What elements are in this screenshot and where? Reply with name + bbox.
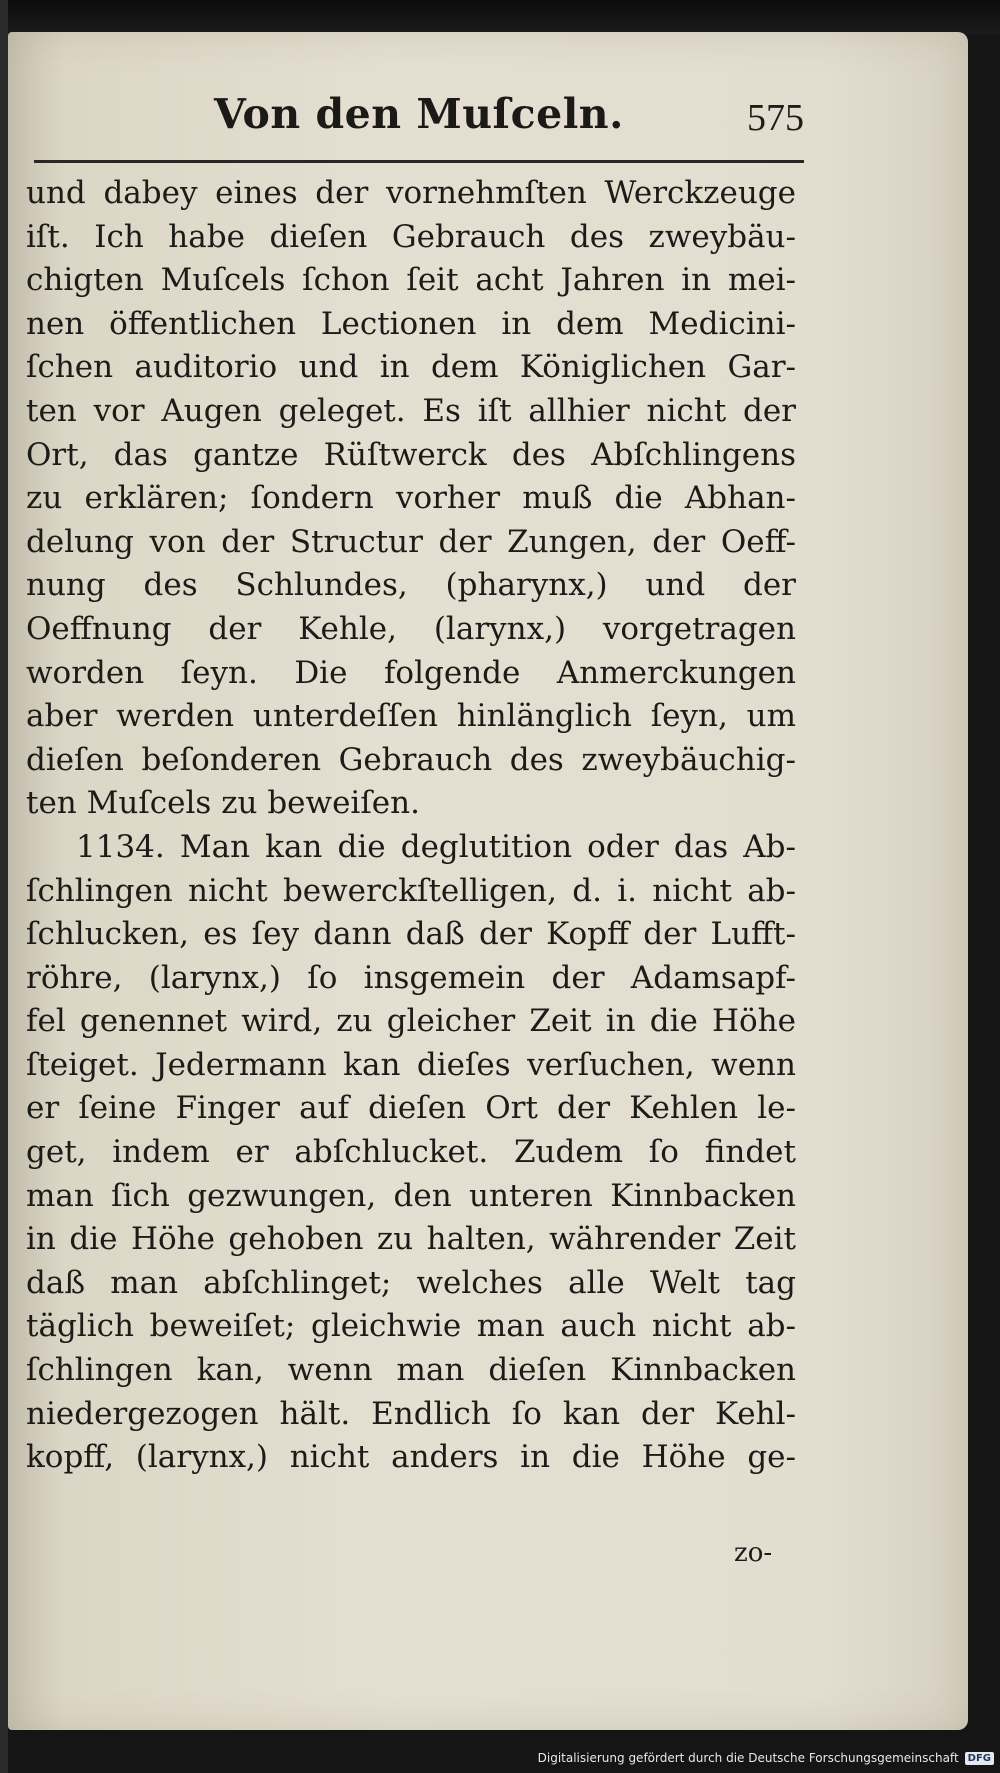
text-line: get, indem er abſchlucket. Zudem ſo findet [26, 1134, 796, 1171]
scan-background-top [0, 0, 1000, 34]
text-line: dieſen beſonderen Gebrauch des zweybäuchig- [26, 741, 796, 778]
body-text [26, 172, 796, 1480]
text-line: nen öffentlichen Lectionen in dem Medicini- [26, 305, 796, 342]
text-line: röhre, (larynx,) ſo insgemein der Adamsapf- [26, 959, 796, 996]
text-line: kopff, (larynx,) nicht anders in die Höhe ge- [26, 1439, 796, 1476]
book-page [8, 32, 968, 1730]
text-line: chigten Muſcels ſchon ſeit acht Jahren in mei- [26, 262, 796, 299]
credit-text: Digitalisierung gefördert durch die Deutsche Forschungsgemeinschaft [537, 1751, 959, 1765]
text-line: fel genennet wird, zu gleicher Zeit in die Höhe [26, 1003, 796, 1040]
text-line: täglich beweiſet; gleichwie man auch nicht ab- [26, 1308, 796, 1345]
dfg-logo-icon: DFG [965, 1752, 994, 1765]
text-line: daß man abſchlinget; welches alle Welt tag [26, 1264, 796, 1301]
text-line: Ort, das gantze Rüſtwerck des Abſchlingens [26, 436, 796, 473]
page-header [34, 90, 804, 150]
text-line: in die Höhe gehoben zu halten, währender Zeit [26, 1221, 796, 1258]
text-line: worden ſeyn. Die folgende Anmerckungen [26, 654, 796, 691]
text-line: nung des Schlundes, (pharynx,) und der [26, 567, 796, 604]
text-line: iſt. Ich habe dieſen Gebrauch des zweybäu- [26, 218, 796, 255]
text-line: zu erklären; ſondern vorher muß die Abhan- [26, 480, 796, 517]
running-title: Von den Muſceln. [214, 90, 624, 138]
text-line: ſchlingen kan, wenn man dieſen Kinnbacken [26, 1352, 796, 1389]
text-line: ſchlucken, es ſey dann daß der Kopff der Lufft- [26, 916, 796, 953]
paragraph-start-line: 1134. Man kan die deglutition oder das Ab- [76, 828, 796, 865]
scan-background-left [0, 0, 8, 1773]
text-line: Oeffnung der Kehle, (larynx,) vorgetragen [26, 610, 796, 647]
text-line: ten vor Augen geleget. Es iſt allhier nicht der [26, 392, 796, 429]
page-number: 575 [747, 97, 804, 139]
text-line: man ſich gezwungen, den unteren Kinnbacken [26, 1177, 796, 1214]
text-line: delung von der Structur der Zungen, der Oeff- [26, 523, 796, 560]
digitization-credit [538, 1747, 994, 1769]
catchword: zo- [734, 1538, 773, 1568]
text-line: ſchlingen nicht bewerckſtelligen, d. i. nicht ab- [26, 872, 796, 909]
text-line: aber werden unterdeſſen hinlänglich ſeyn, um [26, 698, 796, 735]
text-line: und dabey eines der vornehmſten Werckzeuge [26, 175, 796, 211]
text-line: niedergezogen hält. Endlich ſo kan der Kehl- [26, 1395, 796, 1432]
text-line: ſchen auditorio und in dem Königlichen Gar- [26, 349, 796, 386]
header-rule [34, 160, 804, 163]
text-line: ſteiget. Jedermann kan dieſes verſuchen, wenn [26, 1046, 796, 1083]
text-line: ten Muſcels zu beweiſen. [26, 785, 420, 822]
text-line: er ſeine Finger auf dieſen Ort der Kehlen le- [26, 1090, 796, 1127]
